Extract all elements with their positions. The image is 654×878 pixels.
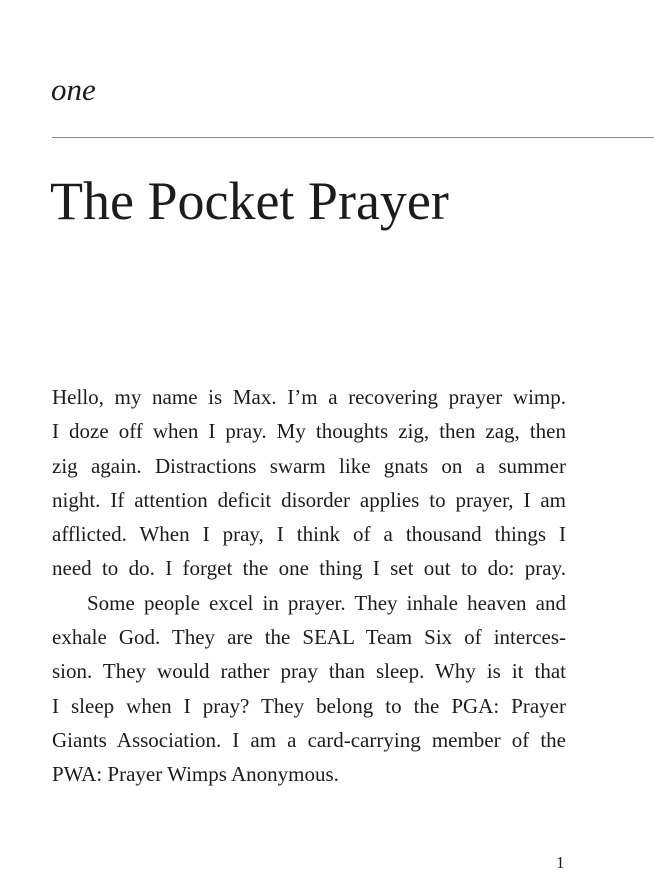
paragraph-2-line: Giants Association. I am a card-carrying member of the <box>52 727 566 752</box>
paragraph-2-line: PWA: Prayer Wimps Anonymous. <box>52 762 339 787</box>
paragraph-1-line: zig again. Distractions swarm like gnats on a summer <box>52 453 566 478</box>
chapter-title: The Pocket Prayer <box>50 171 449 231</box>
page-number: 1 <box>556 853 565 872</box>
paragraph-1-line: need to do. I forget the one thing I set out to do: pray. <box>52 556 566 581</box>
paragraph-1-line: night. If attention deficit disorder applies to prayer, I am <box>52 487 566 512</box>
paragraph-2 <box>52 586 566 792</box>
paragraph-2-line: Some people excel in prayer. They inhale heaven and <box>87 590 566 615</box>
paragraph-1 <box>52 380 566 586</box>
chapter-body <box>52 380 566 792</box>
paragraph-1-line: afflicted. When I pray, I think of a thousand things I <box>52 522 566 547</box>
paragraph-2-line: exhale God. They are the SEAL Team Six of interces- <box>52 625 566 650</box>
chapter-divider <box>52 137 654 138</box>
chapter-number: one <box>51 72 96 107</box>
paragraph-2-line: sion. They would rather pray than sleep. Why is it that <box>52 659 566 684</box>
paragraph-2-line: I sleep when I pray? They belong to the PGA: Prayer <box>52 693 566 718</box>
paragraph-1-line: I doze off when I pray. My thoughts zig, then zag, then <box>52 419 566 444</box>
paragraph-1-line: Hello, my name is Max. I’m a recovering prayer wimp. <box>52 385 566 409</box>
